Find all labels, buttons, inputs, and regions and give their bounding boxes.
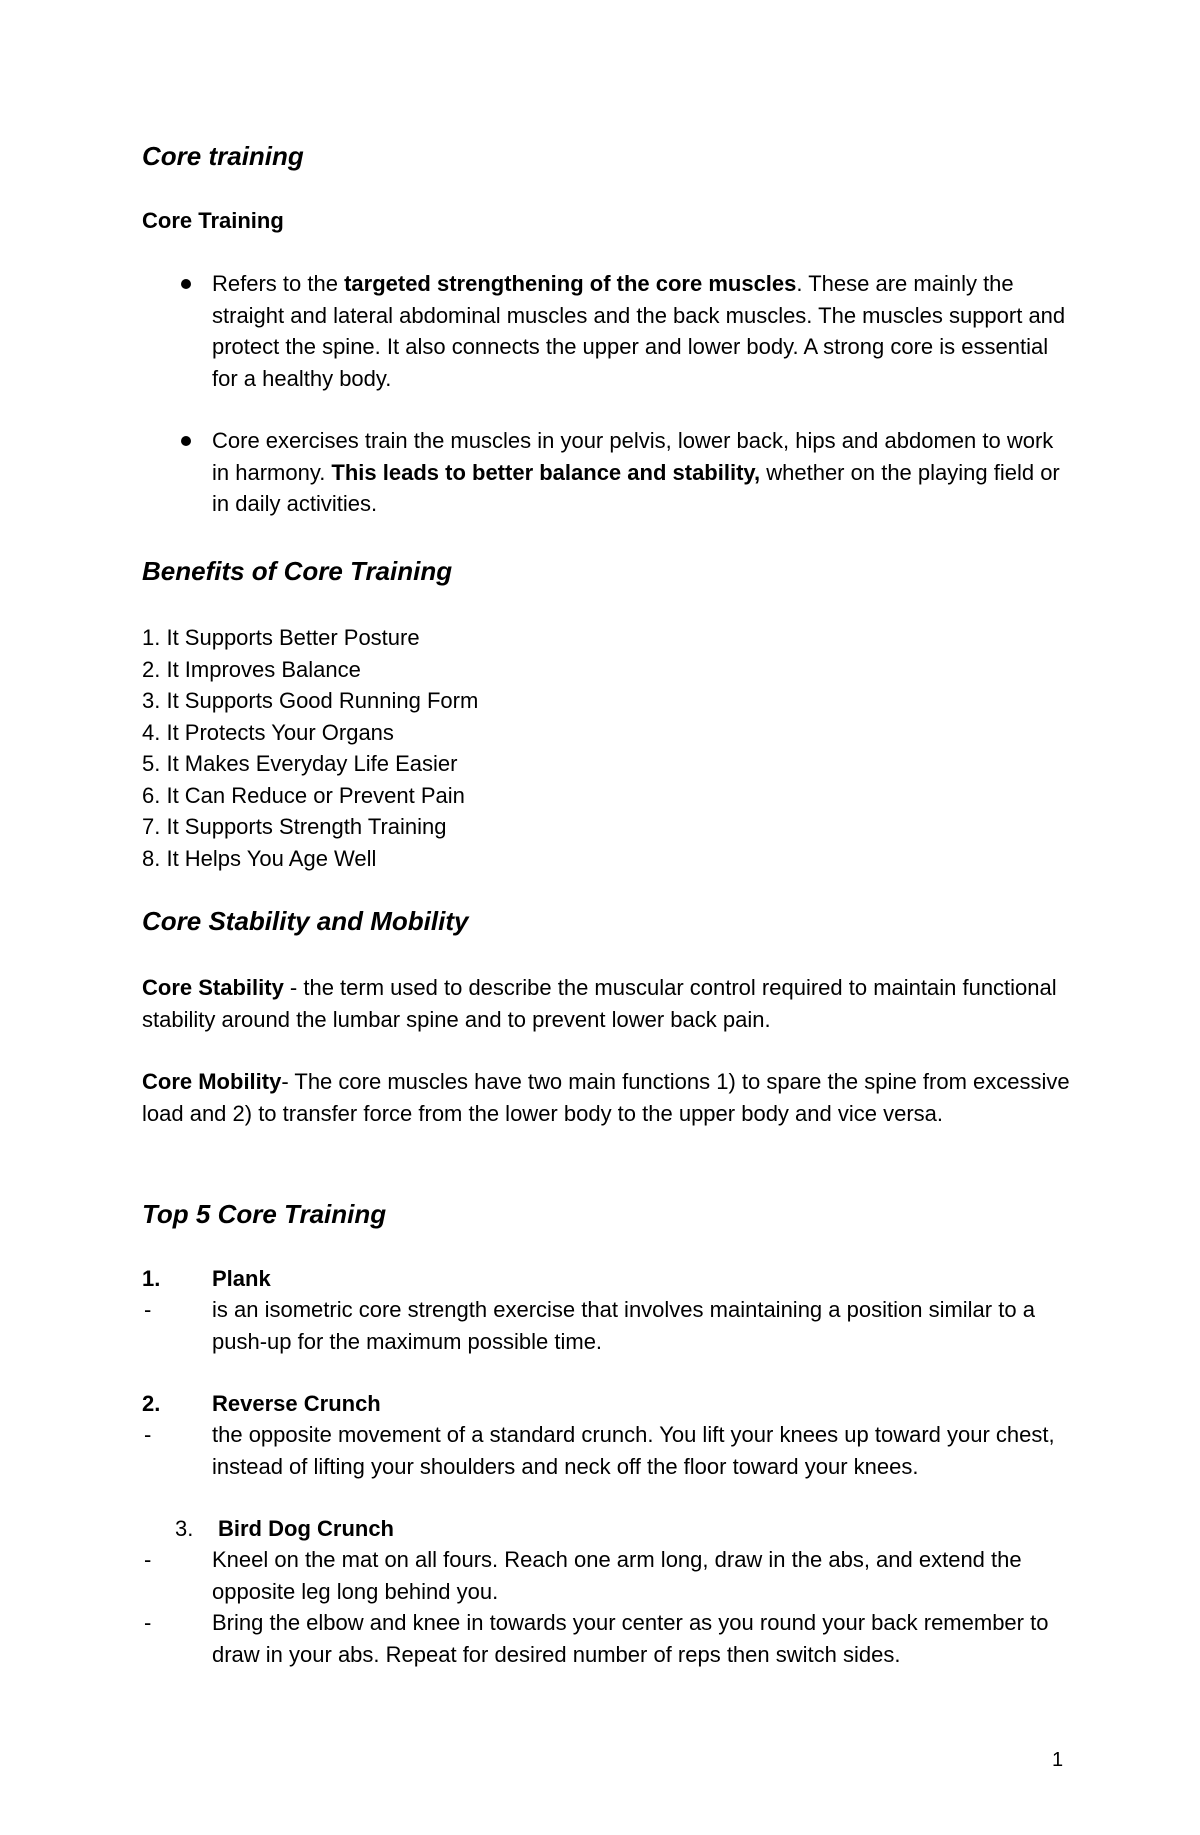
list-item: 3. It Supports Good Running Form <box>142 688 479 713</box>
plank-description: is an isometric core strength exercise that involves maintaining a position similar to a push-up for the maximum possible time. <box>212 1297 1035 1354</box>
bullet-dot <box>181 436 191 446</box>
stability-heading: Core Stability and Mobility <box>142 906 469 936</box>
bullet-dot <box>181 279 191 289</box>
exercise-name-bird-dog-crunch: Bird Dog Crunch <box>218 1516 394 1541</box>
list-item: 4. It Protects Your Organs <box>142 719 394 745</box>
list-item: 8. It Helps You Age Well <box>142 845 377 871</box>
benefits-heading: Benefits of Core Training <box>142 556 453 586</box>
exercise-name-reverse-crunch: Reverse Crunch <box>212 1391 381 1416</box>
dash-marker: - <box>144 1610 152 1635</box>
dash-marker: - <box>144 1422 152 1447</box>
bird-dog-description-1: Kneel on the mat on all fours. Reach one arm long, draw in the abs, and extend the opposite leg long behind you. <box>212 1547 1022 1604</box>
list-item: 5. It Makes Everyday Life Easier <box>142 751 458 776</box>
list-item: 6. It Can Reduce or Prevent Pain <box>142 782 465 808</box>
exercise-name-plank: Plank <box>212 1266 271 1291</box>
list-item: 7. It Supports Strength Training <box>142 814 447 839</box>
core-mobility-paragraph: Core Mobility- The core muscles have two main functions 1) to spare the spine from excessive load and 2) to transfer force from the lower body to the upper body and vice versa. <box>142 1069 1070 1126</box>
list-item: 1. It Supports Better Posture <box>142 625 420 650</box>
core-training-heading: Core Training <box>142 208 284 233</box>
dash-marker: - <box>144 1297 152 1322</box>
top5-heading: Top 5 Core Training <box>142 1199 387 1229</box>
exercise-number: 3. <box>175 1516 194 1541</box>
page-title: Core training <box>142 141 304 171</box>
benefits-list <box>142 622 478 874</box>
dash-marker: - <box>144 1547 152 1572</box>
core-training-bullet-1: Refers to the targeted strengthening of the core muscles. These are mainly the straight and lateral abdominal muscles and the back muscles. The muscles support and protect the spine. It also connects the upper and lower body. A strong core is essential for a healthy body. <box>212 271 1066 391</box>
exercise-number: 1. <box>142 1266 161 1291</box>
bird-dog-description-2: Bring the elbow and knee in towards your center as you round your back remember to draw in your abs. Repeat for desired number of reps then switch sides. <box>212 1610 1049 1667</box>
exercise-number: 2. <box>142 1391 161 1416</box>
reverse-crunch-description: the opposite movement of a standard crunch. You lift your knees up toward your chest, instead of lifting your shoulders and neck off the floor toward your knees. <box>212 1422 1055 1479</box>
page-number: 1 <box>1052 1749 1064 1771</box>
core-stability-paragraph: Core Stability - the term used to describe the muscular control required to maintain functional stability around the lumbar spine and to prevent lower back pain. <box>142 975 1057 1032</box>
list-item: 2. It Improves Balance <box>142 656 361 682</box>
core-training-bullet-2: Core exercises train the muscles in your pelvis, lower back, hips and abdomen to work in harmony. This leads to better balance and stability, whether on the playing field or in daily activities. <box>212 428 1060 516</box>
